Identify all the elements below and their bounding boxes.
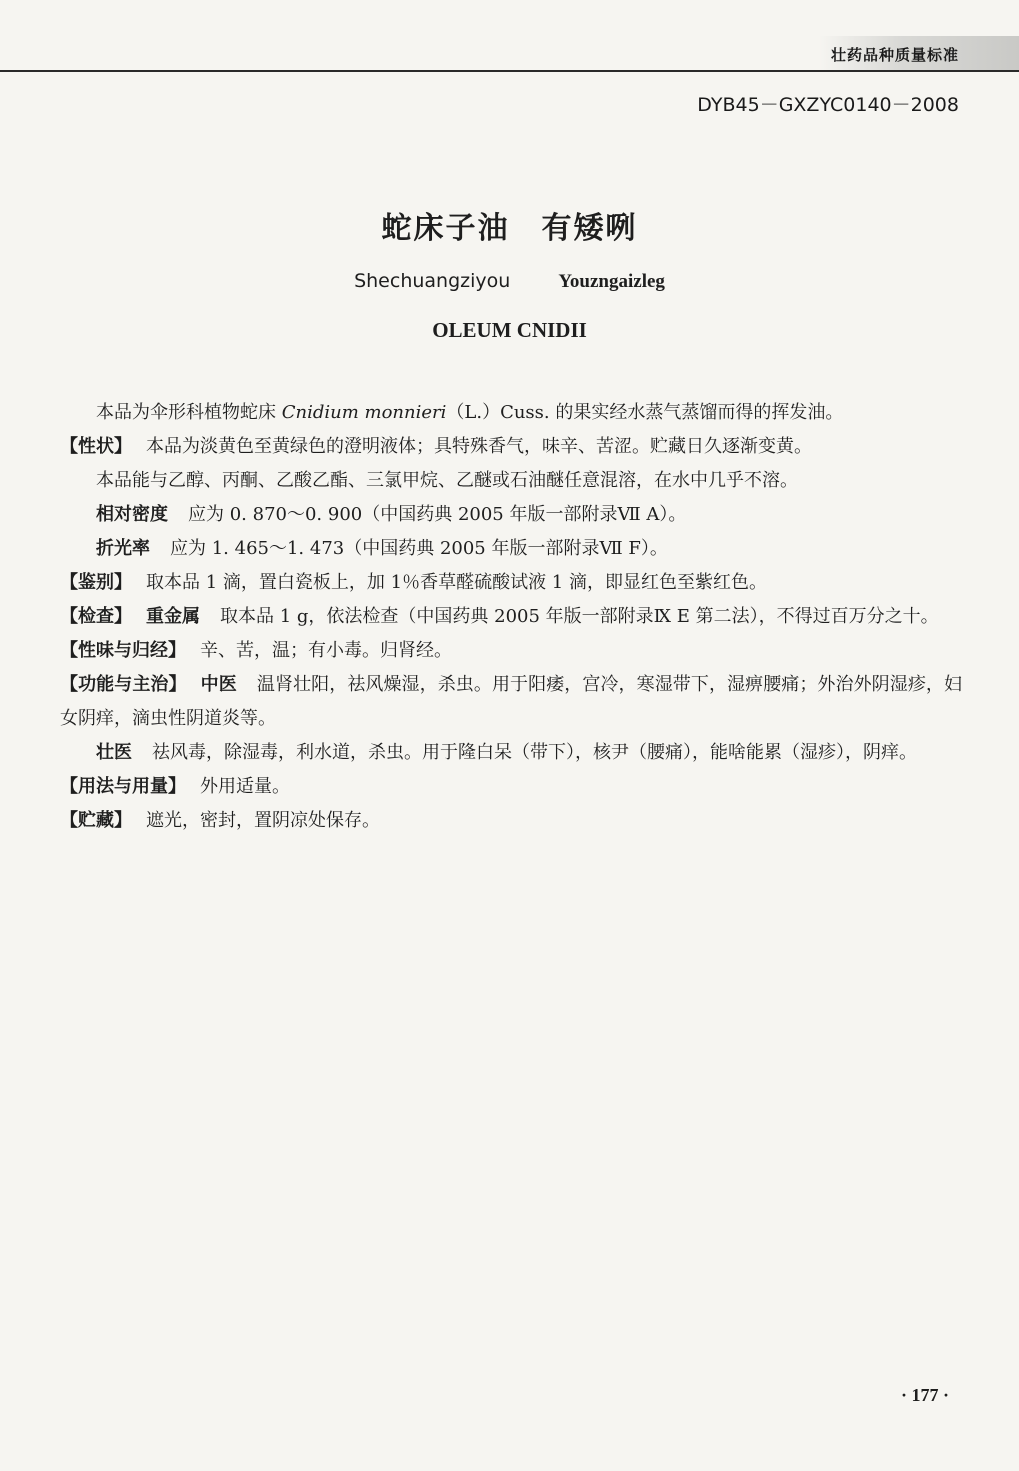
title-chinese: 蛇床子油 有矮咧 [381,211,638,246]
xingwei-paragraph: 【性味与归经】 辛、苦，温；有小毒。归肾经。 [60,640,452,661]
species-name: Cnidium monnieri [281,402,447,423]
refraction-paragraph: 折光率 应为 1. 465～1. 473（中国药典 2005 年版一部附录Ⅶ F）。 [96,538,668,559]
heavy-metal-label: 重金属 [146,606,200,627]
header-rule [0,70,1019,72]
density-label: 相对密度 [96,504,168,525]
page-number: · 177 · [900,1385,949,1405]
xingzhuang-heading: 【性状】 [60,436,132,457]
title-latin: OLEUM CNIDII [432,318,587,342]
standard-code: DYB45－GXZYC0140－2008 [697,94,959,116]
jianbie-paragraph: 【鉴别】 取本品 1 滴，置白瓷板上，加 1％香草醛硫酸试液 1 滴，即显红色至紫红色。 [60,572,767,593]
solubility-paragraph: 本品能与乙醇、丙酮、乙酸乙酯、三氯甲烷、乙醚或石油醚任意混溶，在水中几乎不溶。 [96,470,798,491]
zhuang-label: 壮医 [96,742,132,763]
title-zhuang: Youzngaizleg [558,271,665,292]
zhucang-heading: 【贮藏】 [60,810,132,831]
jiancha-paragraph: 【检查】 重金属 取本品 1 g，依法检查（中国药典 2005 年版一部附录Ⅸ E 第二法），不得过百万分之十。 [60,606,939,627]
density-paragraph: 相对密度 应为 0. 870～0. 900（中国药典 2005 年版一部附录Ⅶ A）。 [96,504,687,525]
tcm-label: 中医 [200,674,237,695]
intro-paragraph: 本品为伞形科植物蛇床 Cnidium monnieri（L.）Cuss. 的果实经水蒸气蒸馏而得的挥发油。 [96,402,844,423]
refraction-label: 折光率 [96,538,150,559]
yongfa-heading: 【用法与用量】 [60,776,186,797]
yongfa-paragraph: 【用法与用量】 外用适量。 [60,776,290,797]
title-pinyin: Shechuangziyou [354,270,511,292]
section-label: 壮药品种质量标准 [830,46,959,64]
title-romanized [0,270,1019,293]
gongneng-heading: 【功能与主治】 [60,674,187,695]
monograph-body [60,396,962,838]
zhucang-paragraph: 【贮藏】 遮光，密封，置阴凉处保存。 [60,810,380,831]
jianbie-heading: 【鉴别】 [60,572,132,593]
xingwei-heading: 【性味与归经】 [60,640,186,661]
gongneng-paragraph: 【功能与主治】 中医 温肾壮阳，祛风燥湿，杀虫。用于阳痿，宫冷，寒湿带下，湿痹腰痛；外治外阴湿疹，妇女阴痒，滴虫性阴道炎等。 [60,674,963,729]
jiancha-heading: 【检查】 [60,606,132,627]
zhuang-medicine-paragraph: 壮医 祛风毒，除湿毒，利水道，杀虫。用于隆白呆（带下），核尹（腰痛），能啥能累（湿疹），阴痒。 [96,742,917,763]
xingzhuang-paragraph: 【性状】 本品为淡黄色至黄绿色的澄明液体；具特殊香气，味辛、苦涩。贮藏日久逐渐变黄。 [60,436,812,457]
